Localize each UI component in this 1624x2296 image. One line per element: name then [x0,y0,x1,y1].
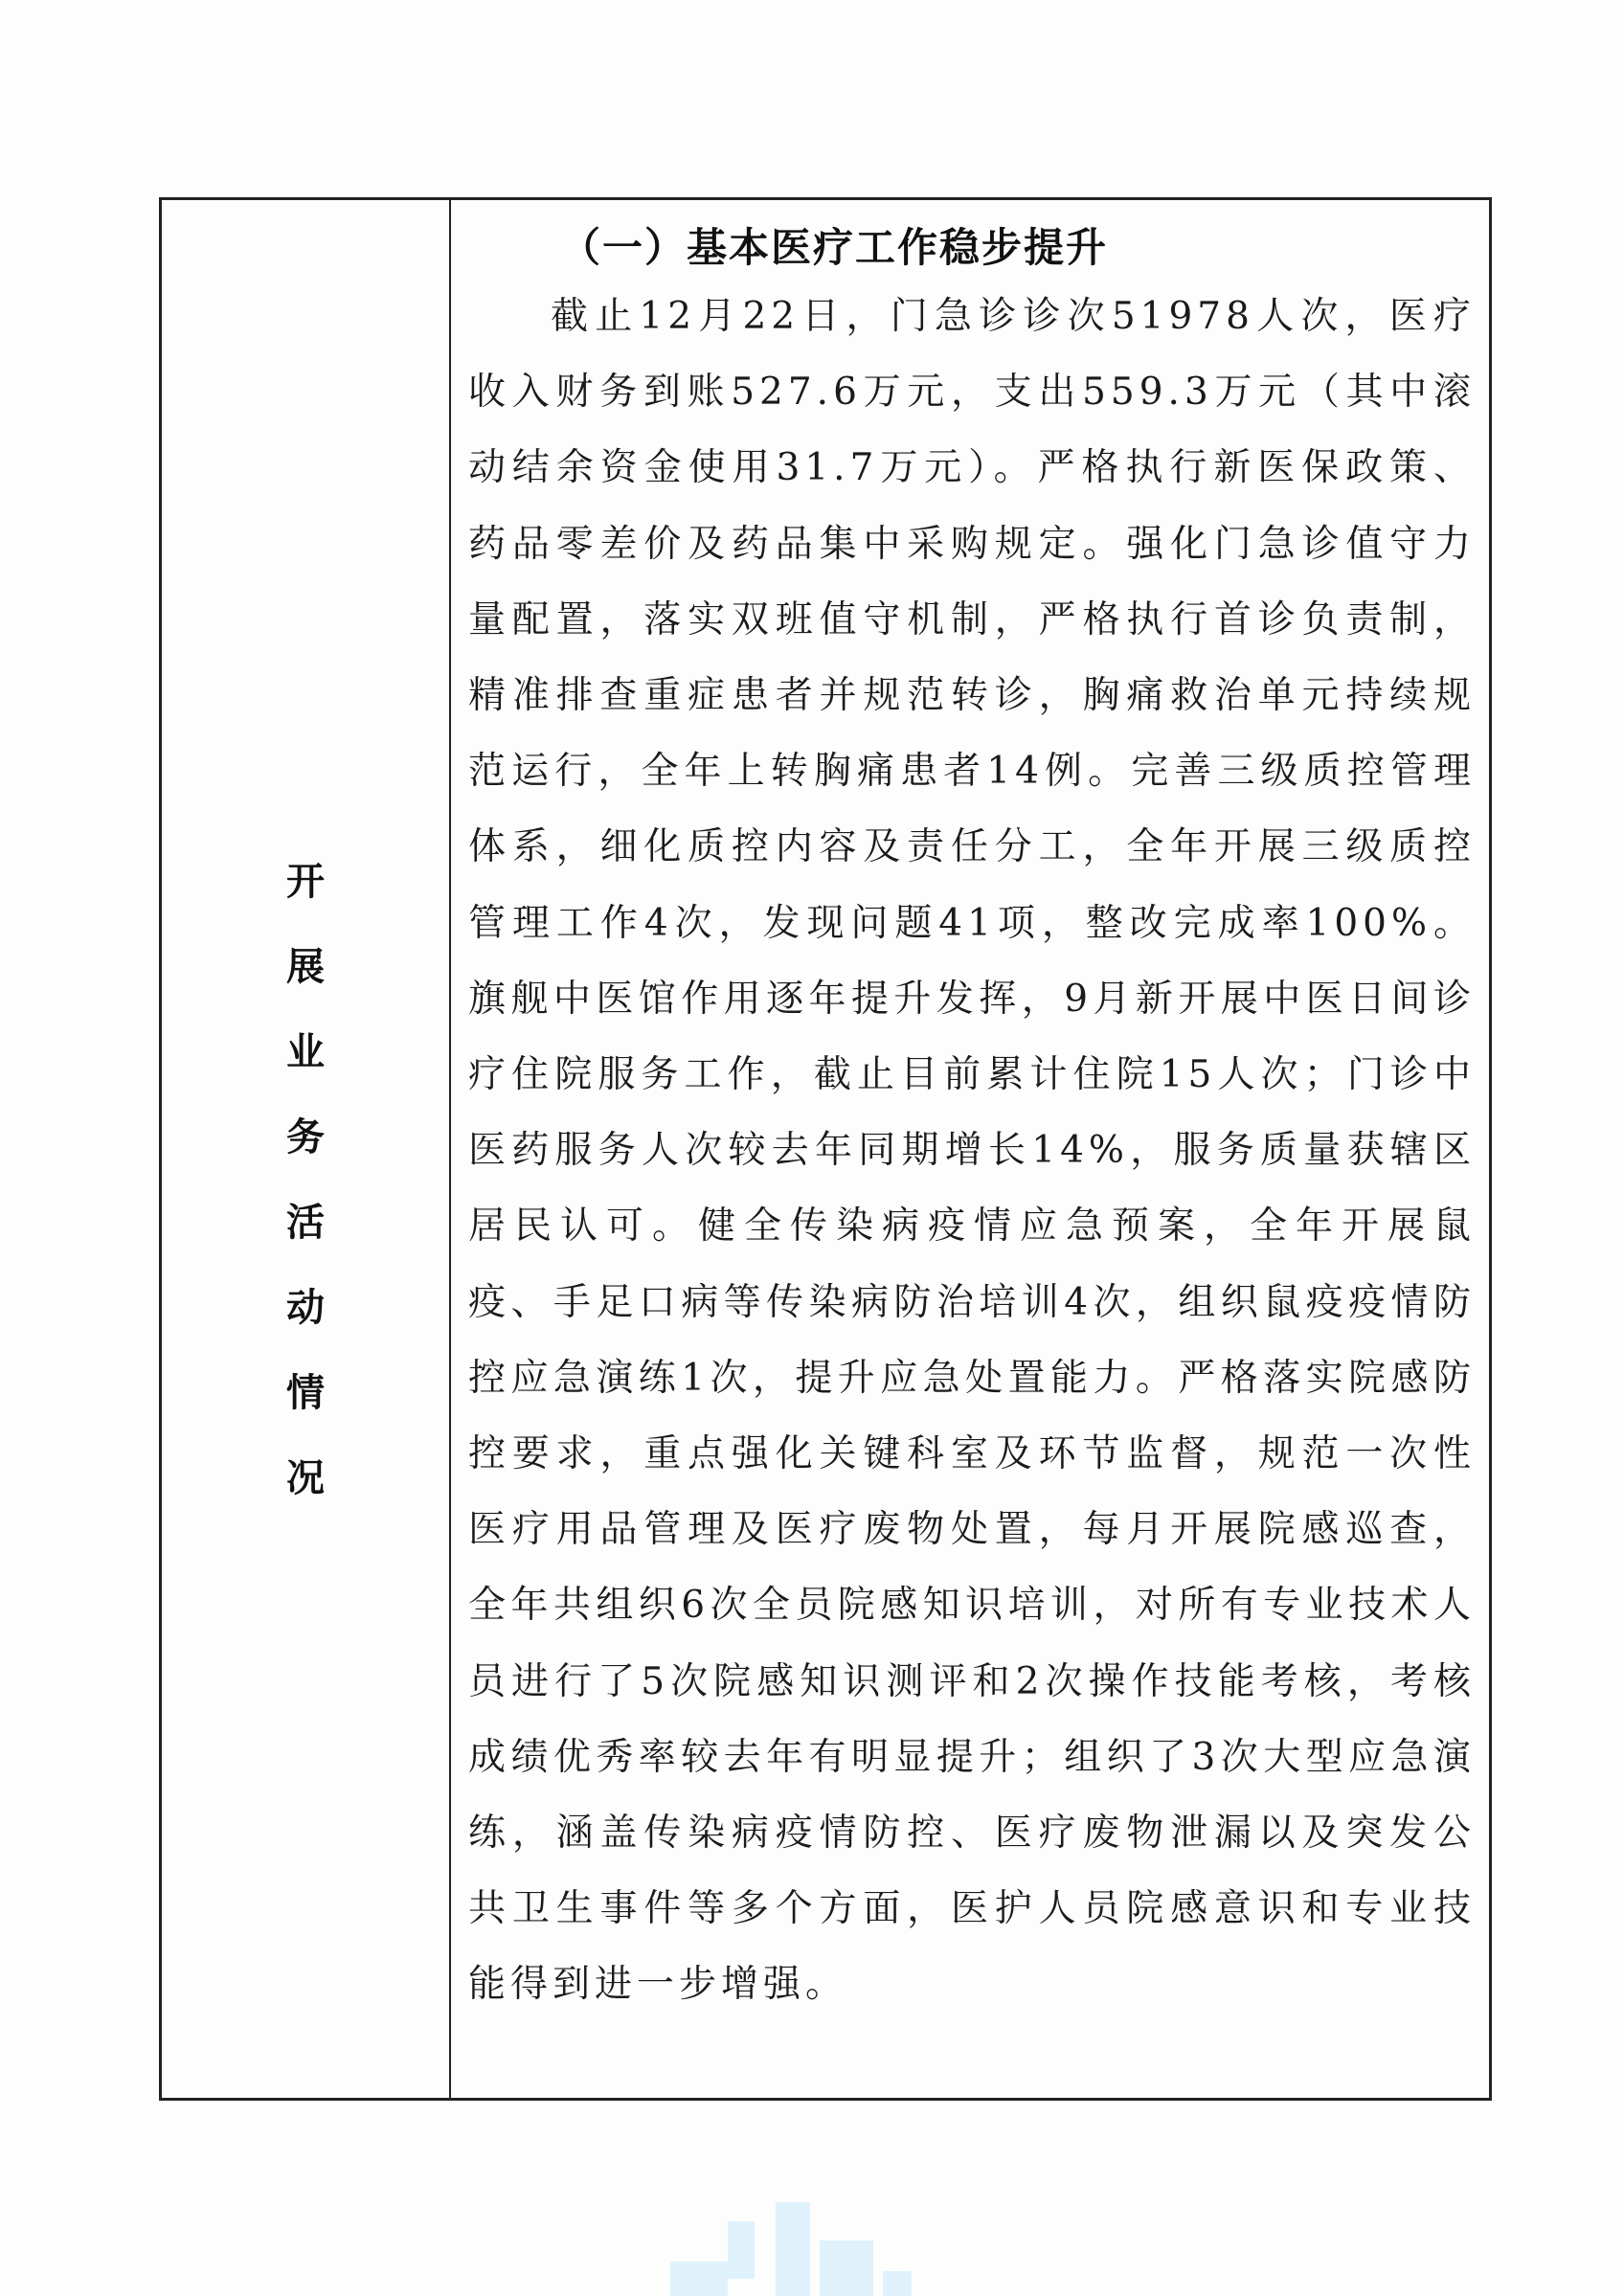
column-divider [449,200,451,2098]
row-label-char: 业 [286,1030,325,1074]
form-table [159,197,1492,2101]
row-label-char: 开 [286,860,325,904]
row-label-char: 情 [286,1371,325,1415]
row-label-char: 务 [286,1115,325,1159]
scan-artifact-mark [820,2240,873,2296]
scan-artifact-mark [728,2221,755,2279]
scan-artifact-mark [776,2202,810,2296]
row-label [162,840,449,1521]
row-label-char: 活 [286,1201,325,1245]
row-label-char: 展 [286,945,325,989]
scan-artifact [632,2202,977,2296]
section-heading: （一）基本医疗工作稳步提升 [560,224,1109,271]
body-paragraph: 截止12月22日，门急诊诊次51978人次，医疗收入财务到账527.6万元，支出559.3万元（其中滚动结余资金使用31.7万元）。严格执行新医保政策、药品零差价及药品集中采购规定。强化门急诊值守力量配置，落实双班值守机制，严格执行首诊负责制，精准排查重症患者并规范转诊，胸痛救治单元持续规范运行，全年上转胸痛患者14例。完善三级质控管理体系，细化质控内容及责任分工，全年开展三级质控管理工作4次，发现问题41项，整改完成率100%。旗舰中医馆作用逐年提升发挥，9月新开展中医日间诊疗住院服务工作，截止目前累计住院15人次；门诊中医药服务人次较去年同期增长14%，服务质量获辖区居民认可。健全传染病疫情应急预案，全年开展鼠疫、手足口病等传染病防治培训4次，组织鼠疫疫情防控应急演练1次，提升应急处置能力。严格落实院感防控要求，重点强化关键科室及环节监督，规范一次性医疗用品管理及医疗废物处置，每月开展院感巡查，全年共组织6次全员院感知识培训，对所有专业技术人员进行了5次院感知识测评和2次操作技能考核，考核成绩优秀率较去年有明显提升；组织了3次大型应急演练，涵盖传染病疫情防控、医疗废物泄漏以及突发公共卫生事件等多个方面，医护人员院感意识和专业技能得到进一步增强。 [468,295,1476,2007]
scan-artifact-mark [670,2262,728,2296]
row-label-char: 况 [286,1456,325,1500]
content-cell [468,219,1476,2023]
row-label-cell [162,200,449,2098]
scan-artifact-mark [883,2271,912,2296]
row-label-char: 动 [286,1286,325,1330]
